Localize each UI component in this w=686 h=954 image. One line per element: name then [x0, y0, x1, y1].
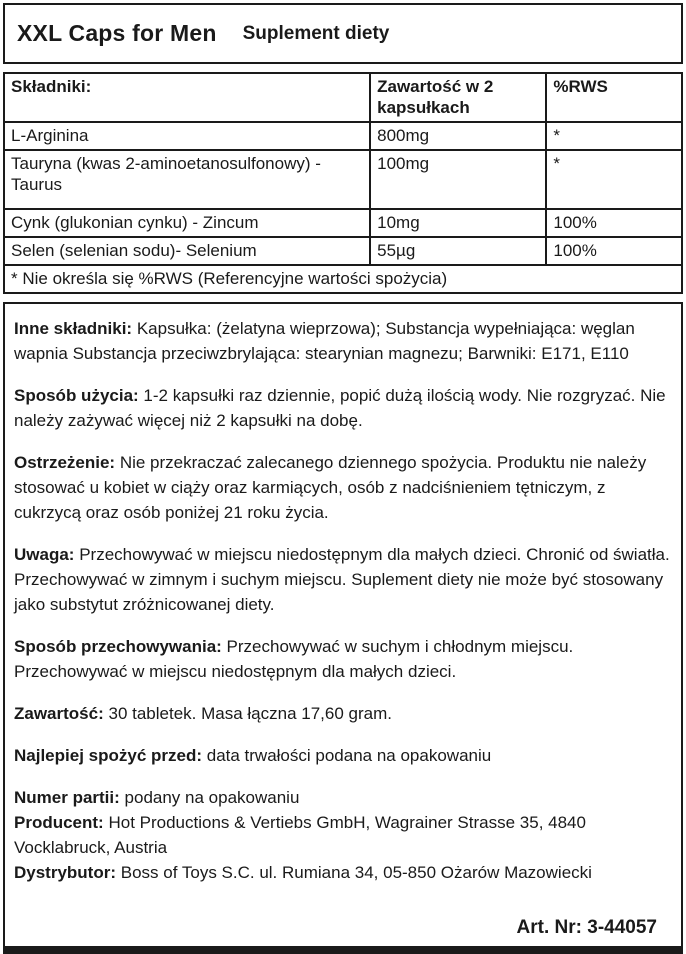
- paragraph-text: Przechowywać w suchym i chłodnym miejscu. Przechowywać w miejscu niedostępnym dla małych dzieci.: [14, 637, 574, 681]
- ingredient-rws: 100%: [546, 237, 682, 265]
- ingredient-name: Selen (selenian sodu)- Selenium: [4, 237, 370, 265]
- ingredient-name: L-Arginina: [4, 122, 370, 150]
- paragraph-label: Uwaga:: [14, 545, 75, 564]
- paragraph-text: Kapsułka: (żelatyna wieprzowa); Substancja wypełniająca: węglan wapnia Substancja przeciwzbrylająca: stearynian magnezu; Barwniki: E171, E110: [14, 319, 635, 363]
- paragraph-warning: [14, 450, 671, 525]
- paragraph-text: data trwałości podana na opakowaniu: [206, 746, 492, 765]
- product-title: XXL Caps for Men: [17, 20, 217, 46]
- paragraph-label: Zawartość:: [14, 704, 104, 723]
- title-box: [3, 3, 683, 64]
- paragraph-label: Numer partii:: [14, 788, 120, 807]
- info-box: [3, 302, 683, 954]
- table-footnote-row: [4, 265, 682, 293]
- column-header-ingredients: Składniki:: [4, 73, 370, 122]
- column-header-amount: Zawartość w 2 kapsułkach: [370, 73, 546, 122]
- paragraph-text: 30 tabletek. Masa łączna 17,60 gram.: [108, 704, 392, 723]
- paragraph-text: 1-2 kapsułki raz dziennie, popić dużą ilością wody. Nie rozgryzać. Nie należy zażywać więcej niż 2 kapsułki na dobę.: [14, 386, 666, 430]
- table-row: [4, 237, 682, 265]
- ingredient-amount: 100mg: [370, 150, 546, 209]
- paragraph-other-ingredients: [14, 316, 671, 366]
- paragraph-label: Sposób użycia:: [14, 386, 139, 405]
- ingredient-amount: 55µg: [370, 237, 546, 265]
- column-header-rws: %RWS: [546, 73, 682, 122]
- paragraph-text: Przechowywać w miejscu niedostępnym dla małych dzieci. Chronić od światła. Przechowywać w zimnym i suchym miejscu. Suplement diety nie może być stosowany jako substytut zróżnicowanej diety.: [14, 545, 670, 614]
- paragraph-text: Nie przekraczać zalecanego dziennego spożycia. Produktu nie należy stosować u kobiet w ciąży oraz karmiących, osób z nadciśnieniem tętniczym, z cukrzycą oraz osób poniżej 21 roku życia.: [14, 453, 647, 522]
- ingredient-rws: 100%: [546, 209, 682, 237]
- paragraph-text: Boss of Toys S.C. ul. Rumiana 34, 05-850 Ożarów Mazowiecki: [120, 863, 592, 882]
- ingredient-name: Cynk (glukonian cynku) - Zincum: [4, 209, 370, 237]
- product-subtitle: Suplement diety: [242, 22, 390, 44]
- paragraph-batch-number: [14, 785, 671, 810]
- paragraph-contents: [14, 701, 671, 726]
- ingredient-rws: *: [546, 150, 682, 209]
- table-header-row: [4, 73, 682, 122]
- rws-footnote: * Nie określa się %RWS (Referencyjne wartości spożycia): [4, 265, 682, 293]
- paragraph-label: Ostrzeżenie:: [14, 453, 116, 472]
- table-row: [4, 150, 682, 209]
- paragraph-label: Producent:: [14, 813, 104, 832]
- paragraph-text: podany na opakowaniu: [124, 788, 300, 807]
- paragraph-label: Dystrybutor:: [14, 863, 117, 882]
- table-row: [4, 209, 682, 237]
- table-row: [4, 122, 682, 150]
- paragraph-label: Inne składniki:: [14, 319, 133, 338]
- ingredients-table: [3, 72, 683, 294]
- ingredient-amount: 800mg: [370, 122, 546, 150]
- ingredient-rws: *: [546, 122, 682, 150]
- paragraph-distributor: [14, 860, 671, 885]
- paragraph-text: Hot Productions & Vertiebs GmbH, Wagrainer Strasse 35, 4840 Vocklabruck, Austria: [14, 813, 586, 857]
- paragraph-note: [14, 542, 671, 617]
- paragraph-usage: [14, 383, 671, 433]
- ingredient-amount: 10mg: [370, 209, 546, 237]
- paragraph-producer: [14, 810, 671, 860]
- paragraph-label: Sposób przechowywania:: [14, 637, 222, 656]
- paragraph-storage: [14, 634, 671, 684]
- paragraph-label: Najlepiej spożyć przed:: [14, 746, 202, 765]
- article-number: Art. Nr: 3-44057: [516, 917, 657, 938]
- paragraph-best-before: [14, 743, 671, 768]
- ingredient-name: Tauryna (kwas 2-aminoetanosulfonowy) - Taurus: [4, 150, 370, 209]
